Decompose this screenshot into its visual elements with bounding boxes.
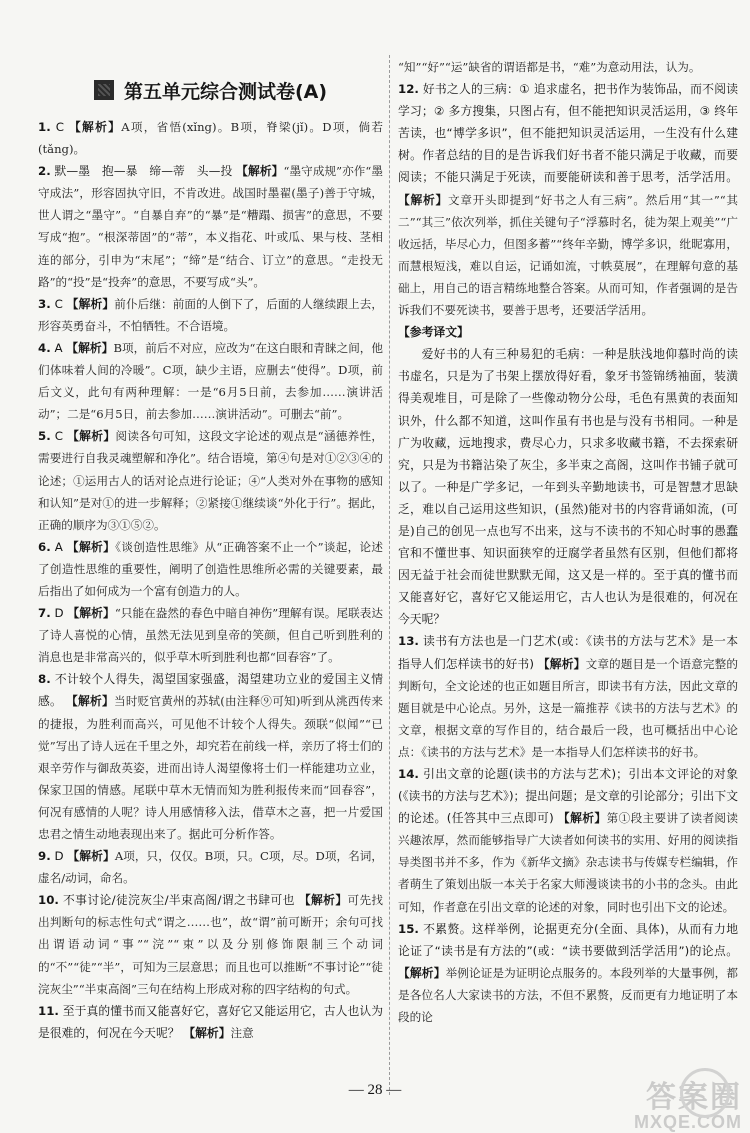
item-tag: 【解析】 — [236, 164, 284, 179]
item-answer: C — [54, 429, 64, 444]
item-answer: 好书之人的三病：① 追求虚名，把书作为装饰品，而不阅读学习；② 多方搜集，只图占有，但不能把知识灵活运用，③ 终年苦读，也“博学多识”，但不能把知识灵活运用，一生没有什么建树。作者总结的目的是告诉我们好书者不能只满足于收藏，而要阅读；不能只满足于死读，而要能研读和善于思考，活学活用。 — [398, 82, 739, 185]
answer-item — [38, 116, 383, 160]
item-explanation: B项，前后不对应，应改为“在这白眼和青睐之间，他们体味着人间的冷暖”。C项，缺少主语，应删去“使得”。D项，前后文义，此句有两种理解：一是“6月5日前，去参加……演讲活动”；二是“6月5日，前去参加……演讲活动”。可删去“前”。 — [38, 340, 383, 422]
item-tag: 【解析】 — [537, 656, 586, 671]
item-answer: 不计较个人得失，渴望国家强盛，渴望建功立业的爱国主义情感。 — [38, 672, 383, 709]
item-explanation: A项，省悟(xǐng)。B项，脊梁(jǐ)。D项，倘若(tǎng)。 — [38, 120, 383, 157]
item-number: 9. — [38, 849, 51, 864]
item-explanation: 当时贬官黄州的苏轼(由注释⑨可知)听到从洮西传来的捷报，为胜利而高兴，可见他不计较个人得失。颈联“似闻”“已觉”写出了诗人远在千里之外，却究若在前线一样，亲历了将士们的艰辛劳作与御敌英姿，进而出诗人渴望像将士们一样能建功立业，保家卫国的情感。尾联中草木无情而知为胜利报传来而“回春容”，何况有感情的人呢？诗人用感情移入法，借草木之喜，把一片爱国忠君之情生动地表现出来了。据此可分析作答。 — [38, 694, 383, 841]
item-explanation: 可先找出判断句的标志性句式“谓之……也”，故“谓”前可断开；余句可找出谓语动词“事”“浣”“束”以及分别修饰限制三个动词的“不”“徒”“半”，可知为三层意思；而且也可以推断“不事讨论”“徒浣灰尘”“半束高阁”三句在结构上形成对称的四字结构的句式。 — [38, 893, 383, 996]
item-answer: C — [55, 120, 64, 134]
item-tag: 【解析】 — [298, 893, 348, 908]
answer-item — [38, 845, 383, 889]
item-tag: 【解析】 — [65, 694, 115, 709]
item-tag: 【解析】 — [66, 539, 116, 554]
item-tag: 【解析】 — [67, 849, 115, 864]
item-answer: 读书有方法也是一门艺术(或：《读书的方法与艺术》是一本指导人们怎样读书的好书) — [398, 634, 738, 671]
item-answer: C — [54, 296, 63, 311]
answer-item — [398, 763, 738, 918]
item-number: 14. — [398, 767, 419, 781]
item-tag: 【解析】 — [398, 192, 449, 207]
item-answer: A — [54, 340, 63, 355]
page-title — [38, 70, 383, 110]
item-explanation: 《谈创造性思维》从“正确答案不止一个”谈起，论述了创造性思维的重要性，阐明了创造性思维所必需的关键要素，最后指出了如何成为一个富有创造力的人。 — [38, 539, 384, 598]
item-answer: 不累赘。这样举例，论据更充分(全面、具体)，从而有力地论证了“读书是有方法的”(或：“读书要做到活学活用”)的论点。 — [398, 921, 738, 958]
item-answer: 不事讨论/徒浣灰尘/半束高阁/谓之书肆可也 — [63, 893, 295, 908]
page-number: — 28 — — [348, 1082, 402, 1098]
answer-item — [38, 425, 383, 535]
item-tag: 【解析】 — [66, 296, 115, 311]
item-number: 8. — [38, 672, 51, 687]
answer-item — [38, 293, 383, 337]
answer-item — [38, 602, 383, 668]
item-tag: 【解析】 — [66, 340, 114, 355]
watermark — [634, 1072, 742, 1133]
item-answer: D — [54, 606, 64, 621]
item-explanation: “只能在盎然的春色中暗自神伤”理解有误。尾联表达了诗人喜悦的心情，虽然无法见到皇帝的笑颜，但自己听到胜利的消息也是非常高兴的，似乎草木听到胜利也都“回春容”了。 — [38, 606, 383, 665]
answer-item — [38, 668, 383, 845]
item-number: 7. — [38, 606, 51, 621]
item-number: 15. — [398, 921, 419, 936]
right-answer-list-2 — [398, 630, 738, 1028]
item-answer: 默—墨 抱—暴 缔—蒂 头—投 — [54, 164, 233, 179]
item-number: 4. — [38, 340, 51, 355]
item-number: 11. — [38, 1003, 59, 1018]
answer-item — [38, 337, 383, 425]
watermark-cn: 答案圈 — [646, 1081, 742, 1114]
item-answer: A — [54, 539, 63, 554]
item-number: 5. — [38, 429, 51, 444]
item-explanation: 举例论证是为证明论点服务的。本段列举的大量事例，都是各位名人大家读书的方法，不但不累赘，反而更有力地证明了本段的论 — [398, 965, 738, 1025]
item-answer: 至于真的懂书而又能喜好它，喜好它又能运用它，古人也认为是很难的，何况在今天呢？ — [38, 1003, 383, 1040]
answer-item — [38, 889, 383, 999]
item-explanation: “墨守成规”亦作“墨守成法”，形容固执守旧，不肯改进。战国时墨翟(墨子)善于守城，世人谓之“墨守”。“自暴自弃”的“暴”是“糟蹋、损害”的意思，不要写成“抱”。“根深蒂固”的“蒂”，本义指花、叶或瓜、果与枝、茎相连的部分，引申为“末尾”；“缔”是“结合、订立”的意思。“走投无路”的“投”是“投奔”的意思，不要写成“头”。 — [38, 164, 383, 289]
answer-item — [38, 160, 383, 293]
title-square-icon — [94, 80, 114, 100]
translation-paragraph: 爱好书的人有三种易犯的毛病：一种是肤浅地仰慕时尚的读书虚名，只是为了书架上摆放得好看，象牙书签锦绣袖面，装潢得美观堆目，可是除了一些像动物分公母，毛色有黑黄的表面知识外，什么都不知道，这叫作虽有书也是与没有书相同。一种是广为收藏，远地搜求，费尽心力，只求多收藏书籍，不去探索研究，只是为书籍沾染了灰尘，多半束之高阁，这叫作书铺子就可以了。一种是广学多记，一年到头辛勤地读书，可是智慧才思缺乏，难以自己运用这些知识，(虽然)能对书的内容背诵如流，(可是)自己的创见一点也写不出来，这与不读书的不知心时事的愚蠢官和不懂世事、知识面狭窄的迂腐学者虽然有区别，但他们都将因无益于社会而徒世默默无闻，这又是一样的。至于真的懂书而又能喜好它，喜好它又能运用它，古人也认为是很难的，何况在今天呢？ — [398, 347, 738, 627]
item-tag: 【解析】 — [183, 1025, 231, 1040]
item-tag: 【解析】 — [557, 811, 607, 826]
item-explanation: 阅读各句可知，这段文字论述的观点是“涵德养性，需要进行自我灵魂塑解和净化”。结合语境，第④句是对①②③④的论述；①运用古人的话对论点进行论证；④“人类对外在事物的感知和认知”是对①的进一步解释；②紧接①继续谈“外化于行”。据此，正确的顺序为③①⑤②。 — [38, 429, 384, 532]
left-column — [38, 62, 383, 1044]
item-tag: 【解析】 — [67, 606, 115, 621]
reference-heading: 【参考译文】 — [398, 325, 469, 340]
item-explanation: 文章开头即提到“好书之人有三病”。然后用“其一”“其二”“其三”依次列举，抓住关键句子“浮慕时名，徒为架上观美”“广收远括，毕尽心力，但图多蓄”“终年辛勤，博学多识，纰昵寡用，而慧根短浅，难以自运，记诵如流，寸帙莫展”，在理解句意的基础上，用自己的语言精练地整合答案。从而可知，作者强调的是告诉我们不要死读书，要善于思考，还要活学活用。 — [398, 192, 738, 318]
item-number: 2. — [38, 164, 51, 179]
item-explanation: 文章的题目是一个语意完整的判断句，全文论述的也正如题目所言，即读书有方法，因此文章的题目就是中心论点。另外，这是一篇推荐《读书的方法与艺术》的文章，根据文章的写作目的，结合最后一段，也可概括出中心论点：《读书的方法与艺术》是一本指导人们怎样读书的好书。 — [398, 656, 738, 759]
answer-item — [398, 918, 738, 1028]
column-divider — [389, 55, 390, 1095]
watermark-badge-icon — [680, 1068, 730, 1118]
item-number: 3. — [38, 296, 51, 311]
right-answer-list — [398, 56, 738, 321]
item-explanation: 注意 — [230, 1025, 254, 1040]
item-explanation: 前仆后继：前面的人倒下了，后面的人继续跟上去，形容英勇奋斗，不怕牺牲。不合语境。 — [38, 296, 384, 333]
item-explanation: 第①段主要讲了读者阅读兴趣浓厚，然而能够指导广大读者如何读书的实用、好用的阅读指导类图书并不多，作为《新华文摘》杂志读书与传媒专栏编辑，作者萌生了策划出版一本关于名家大师漫谈读书的小书的念头。由此可知，作者意在引出文章的论述的对象，同时也引出下文的论述。 — [398, 811, 738, 914]
item-number: 6. — [38, 539, 51, 554]
item-number: 12. — [398, 82, 419, 97]
item-tag: 【解析】 — [68, 120, 122, 134]
item-tag: 【解析】 — [398, 965, 446, 980]
item-tag: 【解析】 — [67, 429, 116, 444]
item-explanation: A项，只，仅仅。B项，只。C项，尽。D项，名词，虚名/动词，命名。 — [38, 849, 384, 886]
left-answer-list — [38, 116, 383, 1044]
watermark-url: MXQE.COM — [633, 1112, 742, 1132]
item-answer: D — [54, 849, 64, 864]
item-answer: 引出文章的论题(读书的方法与艺术)；引出本文评论的对象(《读书的方法与艺术》)；提出问题；是文章的引论部分；引出下文的论述。(任答其中三点即可) — [398, 767, 738, 826]
right-column — [398, 56, 738, 1028]
item-number: 1. — [38, 120, 51, 134]
answer-item — [38, 1000, 383, 1044]
item-explanation: “知”“好”“运”缺省的谓语都是书，“难”为意动用法，认为。 — [398, 60, 701, 74]
item-number: 10. — [38, 893, 59, 908]
answer-item — [398, 56, 738, 78]
answer-item — [398, 78, 738, 321]
item-number: 13. — [398, 634, 419, 649]
page-title-text: 第五单元综合测试卷(A) — [123, 80, 328, 103]
answer-item — [38, 536, 383, 602]
reference-translation — [398, 343, 738, 630]
answer-item — [398, 630, 738, 763]
